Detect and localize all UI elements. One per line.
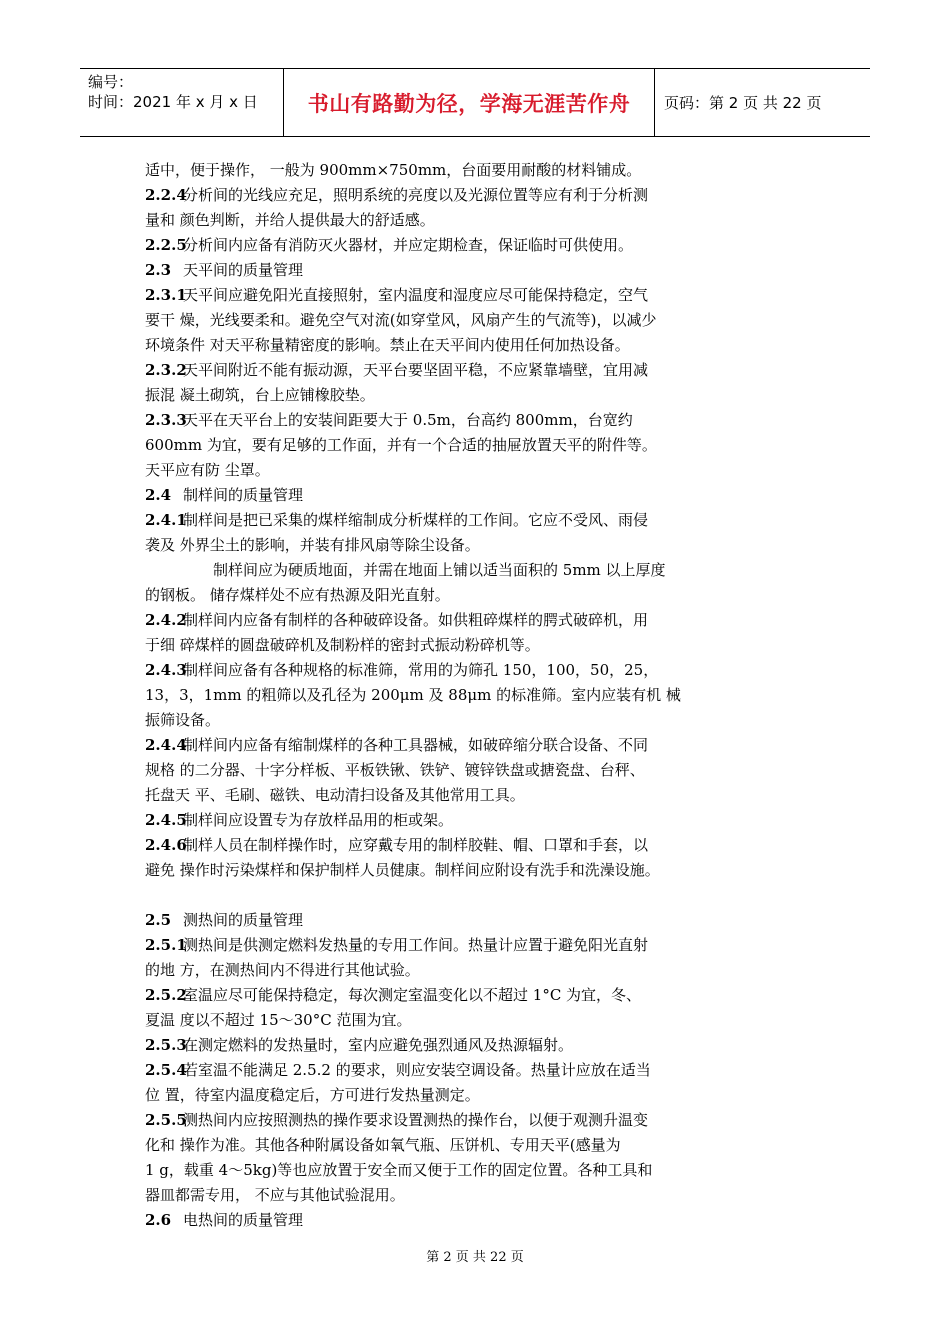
body-line (145, 608, 725, 633)
body-line (145, 1033, 725, 1058)
line-text: 化和 操作为准。其他各种附属设备如氧气瓶、压饼机、专用天平(感量为 (145, 1136, 621, 1154)
line-text: 制样间是把已采集的煤样缩制成分析煤样的工作间。它应不受风、雨侵 (183, 511, 649, 529)
line-text: 天平在天平台上的安装间距要大于 0.5m，台高约 800mm，台宽约 (183, 411, 633, 429)
line-text: 制样间内应备有制样的各种破碎设备。如供粗碎煤样的腭式破碎机，用 (183, 611, 649, 629)
line-text: 于细 碎煤样的圆盘破碎机及制粉样的密封式振动粉碎机等。 (145, 636, 540, 654)
body-line (145, 308, 725, 333)
line-text: 测热间是供测定燃料发热量的专用工作间。热量计应置于避免阳光直射 (183, 936, 649, 954)
document-number-label: 编号： (88, 73, 134, 91)
line-text: 振混 凝土砌筑，台上应铺橡胶垫。 (145, 386, 375, 404)
header-meta (80, 69, 283, 136)
line-text: 的钢板。 储存煤样处不应有热源及阳光直射。 (145, 586, 450, 604)
line-text: 13，3，1mm 的粗筛以及孔径为 200μm 及 88μm 的标准筛。室内应装有机 械 (145, 686, 681, 704)
section-number: 2.5.2 (145, 986, 187, 1004)
body-line (145, 483, 725, 508)
line-text: 天平间应避免阳光直接照射，室内温度和湿度应尽可能保持稳定，空气 (183, 286, 649, 304)
body-line (145, 808, 725, 833)
line-text: 袭及 外界尘土的影响，并装有排风扇等除尘设备。 (145, 536, 480, 554)
section-number: 2.2.5 (145, 236, 187, 254)
line-text: 分析间的光线应充足，照明系统的亮度以及光源位置等应有利于分析测 (183, 186, 649, 204)
line-text: 器皿都需专用， 不应与其他试验混用。 (145, 1186, 405, 1204)
section-number: 2.3.2 (145, 361, 187, 379)
body-line (145, 283, 725, 308)
body-line (145, 558, 725, 583)
page-footer (0, 1246, 950, 1265)
body-line (145, 1058, 725, 1083)
document-body (145, 158, 725, 1233)
line-text: 1 g，载重 4～5kg)等也应放置于安全而又便于工作的固定位置。各种工具和 (145, 1161, 653, 1179)
body-line (145, 1008, 725, 1033)
section-number: 2.5.1 (145, 936, 187, 954)
section-number: 2.3 (145, 261, 172, 279)
section-number: 2.3.1 (145, 286, 187, 304)
body-line (145, 758, 725, 783)
section-number: 2.4.2 (145, 611, 187, 629)
body-line (145, 658, 725, 683)
body-line (145, 458, 725, 483)
body-line (145, 833, 725, 858)
section-number: 2.4.3 (145, 661, 187, 679)
section-number: 2.3.3 (145, 411, 187, 429)
line-text: 制样人员在制样操作时，应穿戴专用的制样胶鞋、帽、口罩和手套，以 (183, 836, 649, 854)
line-text: 托盘天 平、毛刷、磁铁、电动清扫设备及其他常用工具。 (145, 786, 525, 804)
section-number: 2.5 (145, 911, 172, 929)
body-line (145, 383, 725, 408)
header-page-cell (654, 69, 870, 136)
body-line (145, 933, 725, 958)
body-line (145, 333, 725, 358)
body-line (145, 983, 725, 1008)
section-number: 2.5.3 (145, 1036, 187, 1054)
section-number: 2.4.6 (145, 836, 187, 854)
section-number: 2.4 (145, 486, 172, 504)
line-text: 天平间的质量管理 (183, 261, 304, 279)
body-line (145, 358, 725, 383)
body-line (145, 408, 725, 433)
body-line (145, 1083, 725, 1108)
section-number: 2.6 (145, 1211, 172, 1229)
body-line (145, 1183, 725, 1208)
blank-line (145, 883, 725, 908)
body-line (145, 258, 725, 283)
header-motto-cell (283, 69, 655, 136)
body-line (145, 433, 725, 458)
body-line (145, 858, 725, 883)
section-number: 2.4.5 (145, 811, 187, 829)
body-line (145, 908, 725, 933)
line-text: 的地 方，在测热间内不得进行其他试验。 (145, 961, 420, 979)
body-line (145, 958, 725, 983)
body-line (145, 233, 725, 258)
body-line (145, 1133, 725, 1158)
line-text: 制样间内应备有缩制煤样的各种工具器械，如破碎缩分联合设备、不同 (183, 736, 649, 754)
body-line (145, 783, 725, 808)
section-number: 2.4.4 (145, 736, 187, 754)
body-line (145, 208, 725, 233)
section-number: 2.4.1 (145, 511, 187, 529)
line-text: 环境条件 对天平称量精密度的影响。禁止在天平间内使用任何加热设备。 (145, 336, 630, 354)
body-line (145, 533, 725, 558)
body-line (145, 158, 725, 183)
line-text: 室温应尽可能保持稳定，每次测定室温变化以不超过 1°C 为宜，冬、 (183, 986, 642, 1004)
section-number: 2.2.4 (145, 186, 187, 204)
line-text: 规格 的二分器、十字分样板、平板铁锹、铁铲、镀锌铁盘或搪瓷盘、台秤、 (145, 761, 645, 779)
page-header (80, 68, 870, 137)
header-motto: 书山有路勤为径，学海无涯苦作舟 (307, 91, 631, 116)
line-text: 分析间内应备有消防灭火器材，并应定期检查，保证临时可供使用。 (183, 236, 634, 254)
section-number: 2.5.4 (145, 1061, 187, 1079)
line-text: 制样间应为硬质地面，并需在地面上铺以适当面积的 5mm 以上厚度 (213, 561, 666, 579)
body-line (145, 583, 725, 608)
line-text: 要干 燥，光线要柔和。避免空气对流(如穿堂风，风扇产生的气流等)，以减少 (145, 311, 657, 329)
body-line (145, 633, 725, 658)
line-text: 测热间内应按照测热的操作要求设置测热的操作台，以便于观测升温变 (183, 1111, 649, 1129)
line-text: 夏温 度以不超过 15～30°C 范围为宜。 (145, 1011, 412, 1029)
line-text: 避免 操作时污染煤样和保护制样人员健康。制样间应附设有洗手和洗澡设施。 (145, 861, 660, 879)
body-line (145, 683, 725, 708)
line-text: 天平间附近不能有振动源，天平台要坚固平稳，不应紧靠墙壁，宜用减 (183, 361, 649, 379)
body-line (145, 733, 725, 758)
line-text: 电热间的质量管理 (183, 1211, 304, 1229)
footer-page-number: 第 2 页 共 22 页 (426, 1250, 524, 1265)
line-text: 在测定燃料的发热量时，室内应避免强烈通风及热源辐射。 (183, 1036, 574, 1054)
body-line (145, 708, 725, 733)
body-line (145, 183, 725, 208)
body-line (145, 508, 725, 533)
header-page-info: 页码：第 2 页 共 22 页 (664, 94, 822, 112)
line-text: 量和 颜色判断，并给人提供最大的舒适感。 (145, 211, 435, 229)
line-text: 制样间的质量管理 (183, 486, 304, 504)
body-line (145, 1108, 725, 1133)
section-number: 2.5.5 (145, 1111, 187, 1129)
line-text: 天平应有防 尘罩。 (145, 461, 270, 479)
line-text: 制样间应设置专为存放样品用的柜或架。 (183, 811, 454, 829)
line-text: 测热间的质量管理 (183, 911, 304, 929)
line-text: 适中，便于操作， 一般为 900mm×750mm，台面要用耐酸的材料铺成。 (145, 161, 642, 179)
line-text: 600mm 为宜，要有足够的工作面，并有一个合适的抽屉放置天平的附件等。 (145, 436, 657, 454)
body-line (145, 1208, 725, 1233)
document-date: 时间：2021 年 x 月 x 日 (88, 93, 258, 111)
line-text: 位 置，待室内温度稳定后，方可进行发热量测定。 (145, 1086, 480, 1104)
line-text: 若室温不能满足 2.5.2 的要求，则应安装空调设备。热量计应放在适当 (183, 1061, 651, 1079)
body-line (145, 1158, 725, 1183)
line-text: 振筛设备。 (145, 711, 221, 729)
line-text: 制样间应备有各种规格的标准筛，常用的为筛孔 150，100，50，25， (183, 661, 659, 679)
